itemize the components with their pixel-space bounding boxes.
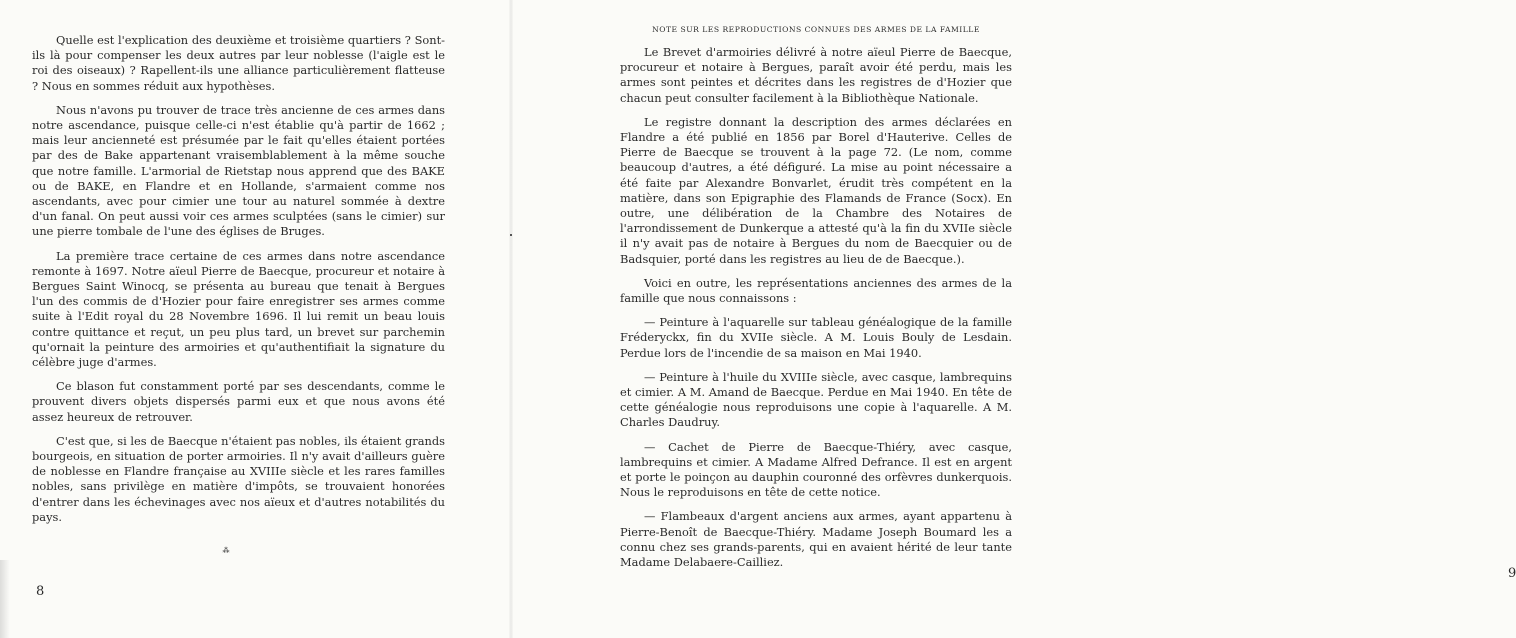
right-paragraph-7: — Flambeaux d'argent anciens aux armes, ayant appartenu à Pierre-Benoît de Baecque-Thiéry. Madame Joseph Boumard les a connu chez ses grands-parents, qui en avaient hérité de leur tante Madame Delabaere-Cailliez.	[620, 509, 1012, 570]
right-paragraph-1: Le Brevet d'armoiries délivré à notre aïeul Pierre de Baecque, procureur et notaire à Bergues, paraît avoir été perdu, mais les armes sont peintes et décrites dans les registres de d'Hozier que chacun peut consulter facilement à la Bibliothèque Nationale.	[620, 45, 1012, 105]
right-paragraph-2: Le registre donnant la description des armes déclarées en Flandre a été publié en 1856 par Borel d'Hauterive. Celles de Pierre de Baecque se trouvent à la page 72. (Le nom, comme beaucoup d'autres, a été défiguré. La mise au point nécessaire a été faite par Alexandre Bonvarlet, érudit très compétent en la matière, dans son Epigraphie des Flamands de France (Socx). En outre, une délibération de la Chambre des Notaires de l'arrondissement de Dunkerque a attesté qu'à la fin du XVIIe siècle il n'y avait pas de notaire à Bergues du nom de Baecquier ou de Badsquier, porté dans les registres au lieu de de Baecque.).	[620, 114, 1012, 266]
right-page	[512, 0, 1516, 638]
left-page	[0, 0, 512, 638]
left-paragraph-3: La première trace certaine de ces armes dans notre ascendance remonte à 1697. Notre aïeul Pierre de Baecque, procureur et notaire à Bergues Saint Winocq, se présenta au bureau que tenait à Bergues l'un des commis de d'Hozier pour faire enregistrer ses armes comme suite à l'Edit royal du 28 Novembre 1696. Il lui remit un beau louis contre quittance et reçut, un peu plus tard, un brevet sur parchemin qu'ornait la peinture des armoiries et qu'authentifiait la signature du célèbre juge d'armes.	[32, 248, 445, 370]
left-paragraph-5: C'est que, si les de Baecque n'étaient pas nobles, ils étaient grands bourgeois, en situation de porter armoiries. Il n'y avait d'ailleurs guère de noblesse en Flandre française au XVIIIe siècle et les rares familles nobles, sans privilège en matière d'impôts, se trouvaient honorées d'entrer dans les échevinages avec nos aïeux et d'autres notabilités du pays.	[32, 433, 445, 524]
left-paragraph-1: Quelle est l'explication des deuxième et troisième quartiers ? Sont-ils là pour compenser les deux autres par leur noblesse (l'aigle est le roi des oiseaux) ? Rapellent-ils une alliance particulièrement flatteuse ? Nous en sommes réduit aux hypothèses.	[32, 33, 445, 93]
right-paragraph-6: — Cachet de Pierre de Baecque-Thiéry, avec casque, lambrequins et cimier. A Madame Alfred Defrance. Il est en argent et porte le poinçon au dauphin couronné des orfèvres dunkerquois. Nous le reproduisons en tête de cette notice.	[620, 439, 1012, 500]
right-text-column	[620, 45, 1012, 579]
gutter-speck	[510, 234, 512, 236]
right-paragraph-4: — Peinture à l'aquarelle sur tableau généalogique de la famille Fréderyckx, fin du XVIIe siècle. A M. Louis Bouly de Lesdain. Perdue lors de l'incendie de sa maison en Mai 1940.	[620, 315, 1012, 360]
left-text-column	[32, 33, 445, 534]
right-paragraph-3: Voici en outre, les représentations anciennes des armes de la famille que nous connaissons :	[620, 275, 1012, 306]
left-paragraph-2: Nous n'avons pu trouver de trace très ancienne de ces armes dans notre ascendance, puisque celle-ci n'est établie qu'à partir de 1662 ; mais leur ancienneté est présumée par le fait qu'elles étaient portées par des de Bake appartenant vraisemblablement à la même souche que notre famille. L'armorial de Rietstap nous apprend que des BAKE ou de BAKE, en Flandre et en Hollande, s'armaient comme nos ascendants, avec pour cimier une tour au naturel sommée à dextre d'un fanal. On peut aussi voir ces armes sculptées (sans le cimier) sur une pierre tombale de l'une des églises de Bruges.	[32, 102, 445, 239]
page-edge-shadow	[0, 560, 10, 638]
running-head: NOTE SUR LES REPRODUCTIONS CONNUES DES ARMES DE LA FAMILLE	[652, 25, 980, 34]
page-number-right: 9	[1508, 566, 1516, 581]
right-paragraph-5: — Peinture à l'huile du XVIIIe siècle, avec casque, lambrequins et cimier. A M. Amand de Baecque. Perdue en Mai 1940. En tête de cette généalogie nous reproduisons une copie à l'aquarelle. A M. Charles Daudruy.	[620, 369, 1012, 430]
page-number-left: 8	[36, 584, 45, 599]
asterism-ornament: ⁂	[222, 547, 230, 555]
left-paragraph-4: Ce blason fut constamment porté par ses descendants, comme le prouvent divers objets dispersés parmi eux et que nous avons été assez heureux de retrouver.	[32, 379, 445, 424]
